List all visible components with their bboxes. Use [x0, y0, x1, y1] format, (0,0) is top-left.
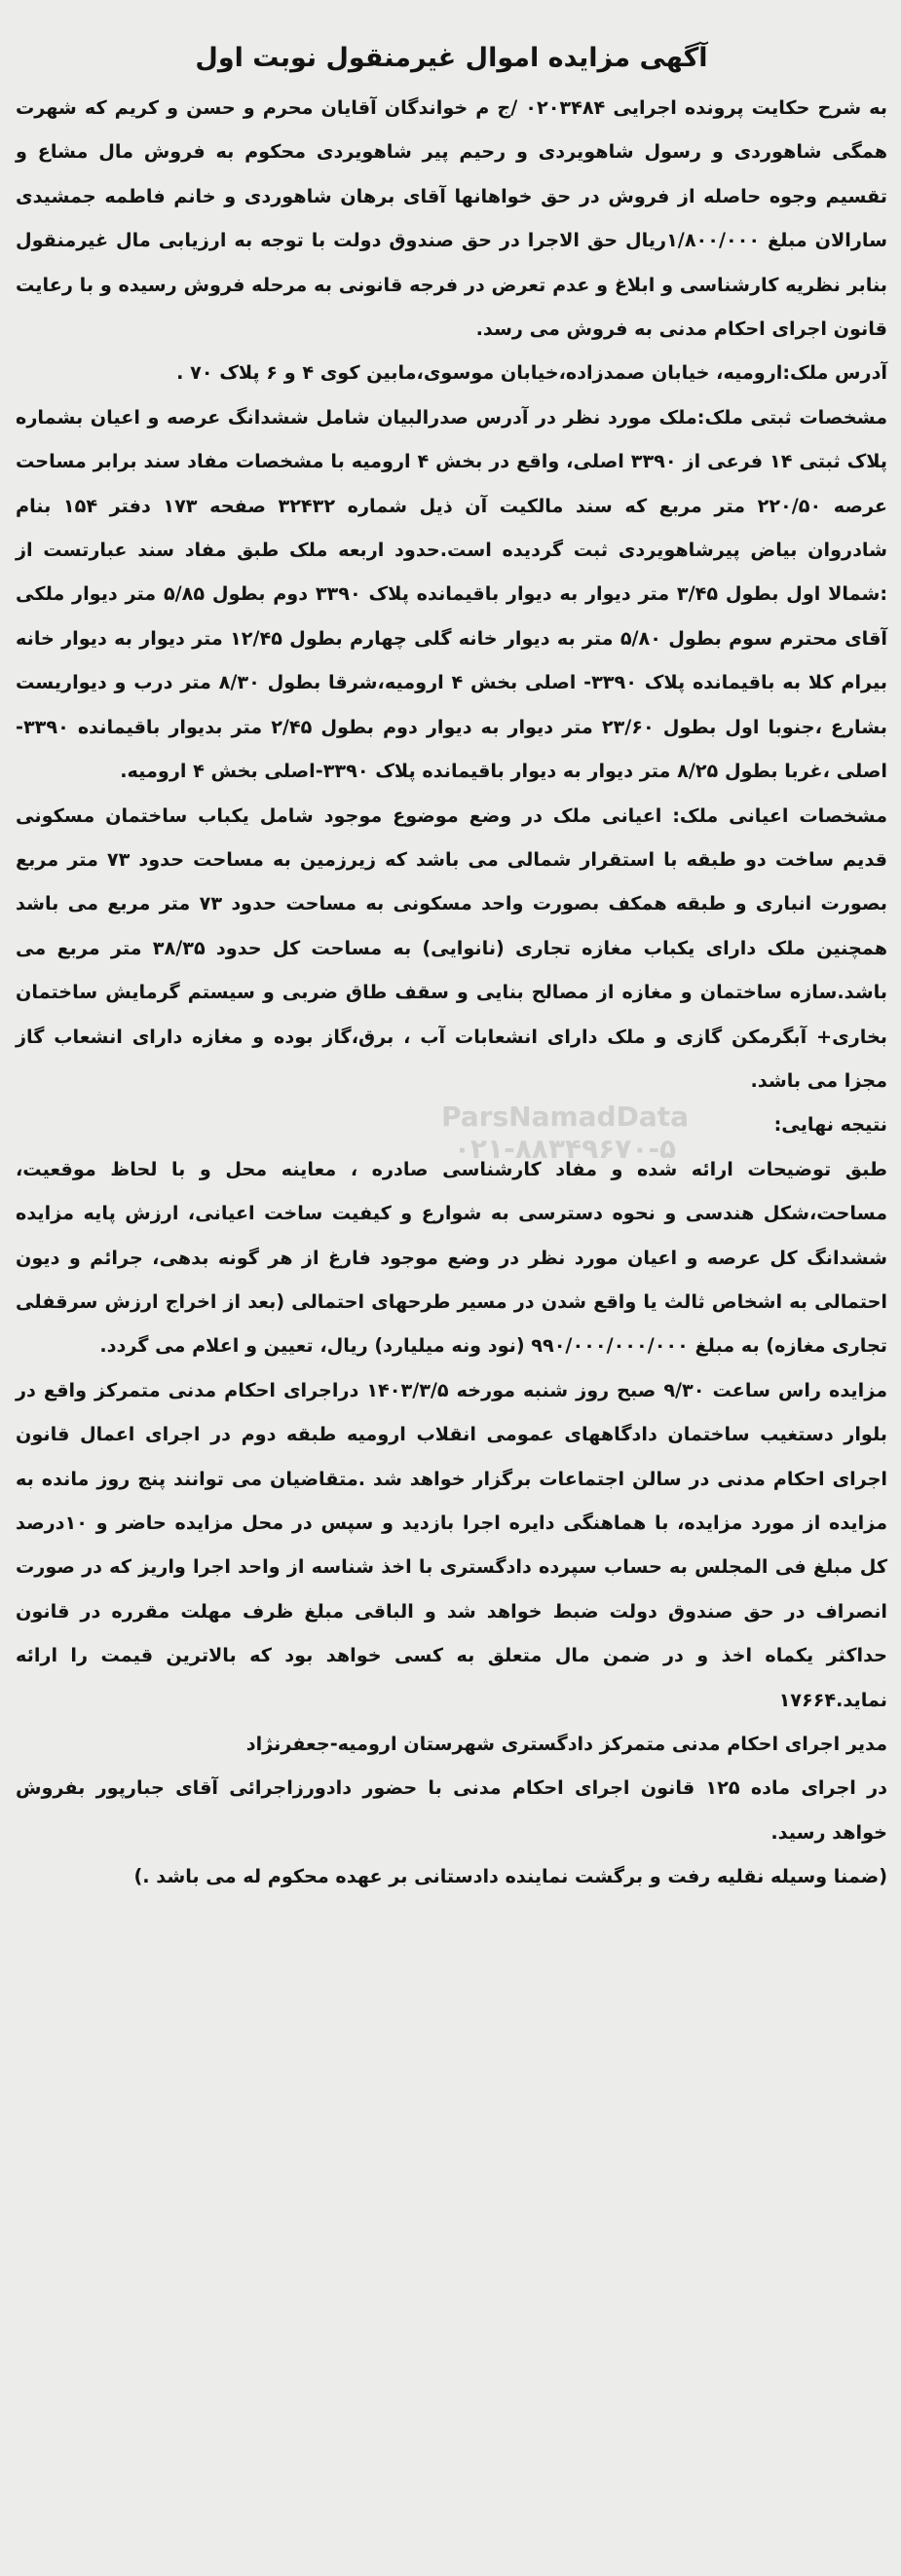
watermark-phone: ۰۲۱-۸۸۳۴۹۶۷۰-۵: [453, 1133, 677, 1165]
signature-line: مدیر اجرای احکام مدنی متمرکز دادگستری شهرستان ارومیه-جعفرنژاد: [245, 1733, 887, 1756]
intro-paragraph: به شرح حکایت پرونده اجرایی ۰۲۰۳۴۸۴ /ج م خواندگان آقایان محرم و حسن و کریم که شهرت همگی شاهوردی و رسول شاهویردی و رحیم پیر شاهویردی محکوم به فروش مال مشاع و تقسیم وجوه حاصله از فروش در حق خواهانها آقای برهان شاهوردی و خانم فاطمه جمشیدی سارالان مبلغ ۱/۸۰۰/۰۰۰ریال حق الاجرا در حق صندوق دولت با توجه به ارزیابی مال غیرمنقول بنابر نظریه کارشناسی و ابلاغ و عدم تعرض در فرجه قانونی به مرحله فروش رسیده و با رعایت قانون اجرای احکام مدنی به فروش می رسد.: [16, 96, 887, 341]
final-result-heading: نتیجه نهایی:: [773, 1113, 887, 1137]
valuation-paragraph: طبق توضیحات ارائه شده و مفاد کارشناسی صادره ، معاینه محل و با لحاظ موقعیت، مساحت،شکل هندسی و نحوه دسترسی به شوارع و کیفیت ساخت اعیانی، ارزش پایه مزایده ششدانگ کل عرصه و اعیان مورد نظر در وضع موجود فارغ از هر گونه بدهی، جرائم و دیون احتمالی به اشخاص ثالث یا واقع شدن در مسیر طرحهای احتمالی (بعد از اخراج ارزش سرقفلی تجاری مغازه) به مبلغ ۹۹۰/۰۰۰/۰۰۰/۰۰۰ (نود ونه میلیارد) ریال، تعیین و اعلام می گردد.: [16, 1157, 887, 1358]
property-address: آدرس ملک:ارومیه، خیابان صمدزاده،خیابان موسوی،مابین کوی ۴ و ۶ پلاک ۷۰ .: [176, 361, 887, 385]
notice-body: [16, 86, 887, 1899]
registration-details: مشخصات ثبتی ملک:ملک مورد نظر در آدرس صدرالبیان شامل ششدانگ عرصه و اعیان بشماره پلاک ثبتی ۱۴ فرعی از ۳۳۹۰ اصلی، واقع در بخش ۴ ارومیه با مشخصات مفاد سند برابر مساحت عرصه ۲۲۰/۵۰ متر مربع که سند مالکیت آن ذیل شماره ۳۲۴۳۲ صفحه ۱۷۳ دفتر ۱۵۴ بنام شادروان بیاض پیرشاهویردی ثبت گردیده است.حدود اربعه ملک طبق مفاد سند عبارتست از :شمالا اول بطول ۳/۴۵ متر دیوار به دیوار باقیمانده پلاک ۳۳۹۰ دوم بطول ۵/۸۵ متر دیوار ملکی آقای محترم سوم بطول ۵/۸۰ متر به دیوار خانه گلی چهارم بطول ۱۲/۴۵ متر دیوار به دیوار خانه بیرام کلا به باقیمانده پلاک ۳۳۹۰- اصلی بخش ۴ ارومیه،شرقا بطول ۸/۳۰ متر درب و دیواریست بشارع ،جنوبا اول بطول ۲۳/۶۰ متر دیوار به دیوار دوم بطول ۲/۴۵ متر بدیوار باقیمانده ۳۳۹۰-اصلی ،غربا بطول ۸/۲۵ متر دیوار به دیوار باقیمانده پلاک ۳۳۹۰-اصلی بخش ۴ ارومیه.: [16, 405, 888, 783]
transport-note: (ضمنا وسیله نقلیه رفت و برگشت نماینده دادستانی بر عهده محکوم له می باشد .): [133, 1865, 887, 1888]
article-125-note: در اجرای ماده ۱۲۵ قانون اجرای احکام مدنی با حضور دادورزاجرائی آقای جبارپور بفروش خواهد رسید.: [16, 1776, 887, 1844]
auction-terms: مزایده راس ساعت ۹/۳۰ صبح روز شنبه مورخه ۱۴۰۳/۳/۵ دراجرای احکام مدنی متمرکز واقع در بلوار دستغیب ساختمان دادگاههای عمومی انقلاب ارومیه طبقه دوم در اجرای اعمال قانون اجرای احکام مدنی در سالن اجتماعات برگزار خواهد شد .متقاضیان می توانند پنج روز مانده به مزایده از مورد مزایده، با هماهنگی دایره اجرا بازدید و سپس در محل مزایده حاضر و ۱۰درصد کل مبلغ فی المجلس به حساب سپرده دادگستری با اخذ شناسه از واحد اجرا واریز که در صورت انصراف در حق صندوق دولت ضبط خواهد شد و الباقی مبلغ ظرف مهلت مقرره در قانون حداکثر یکماه اخذ و در ضمن مال متعلق به کسی خواهد بود که بالاترین قیمت را ارائه نماید.۱۷۶۶۴: [16, 1378, 888, 1711]
notice-title: آگهی مزایده اموال غیرمنقول نوبت اول: [195, 43, 708, 73]
watermark-brand: ParsNamadData: [441, 1101, 689, 1133]
building-details: مشخصات اعیانی ملک: اعیانی ملک در وضع موضوع موجود شامل یکباب ساختمان مسکونی قدیم ساخت دو طبقه با استقرار شمالی می باشد که زیرزمین به مساحت حدود ۷۳ متر مربع بصورت انباری و طبقه همکف بصورت واحد مسکونی به مساحت حدود ۷۳ متر مربع می باشد همچنین ملک دارای یکباب مغازه تجاری (نانوایی) به مساحت کل حدود ۳۸/۳۵ متر مربع می باشد.سازه ساختمان و مغازه از مصالح بنایی و سقف طاق ضربی و سیستم گرمایش ساختمان بخاری+ آبگرمکن گازی و ملک دارای انشعابات آب ، برق،گاز بوده و مغازه دارای انشعاب گاز مجزا می باشد.: [16, 803, 887, 1092]
